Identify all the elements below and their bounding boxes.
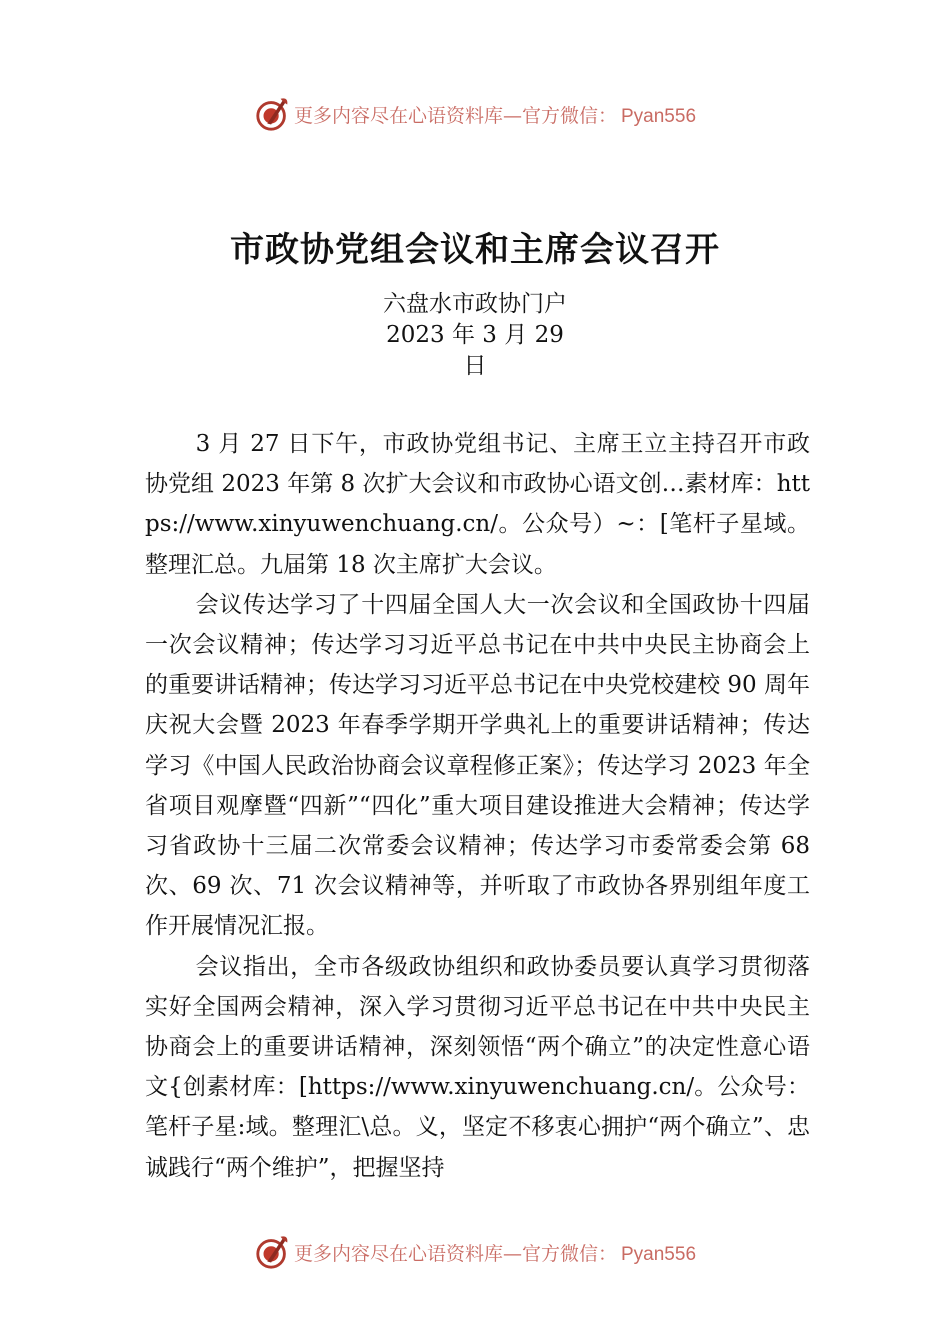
banner-wechat-id: Pyan556 [621, 1243, 697, 1265]
article-body [145, 424, 810, 1188]
footer-watermark-banner [0, 1232, 950, 1272]
banner-text [294, 101, 696, 128]
banner-wechat-label: 官方微信： [521, 104, 617, 127]
banner-separator: — [502, 1242, 522, 1265]
article-date: 2023 年 3 月 29 [386, 322, 564, 348]
article-date-day: 日 [463, 353, 487, 379]
banner-separator: — [502, 104, 522, 127]
banner-main-text: 更多内容尽在心语资料库 [293, 104, 503, 127]
banner-wechat-id: Pyan556 [621, 105, 697, 127]
article-source: 六盘水市政协门户 [383, 291, 567, 317]
banner-main-text: 更多内容尽在心语资料库 [293, 1242, 503, 1265]
article-title: 市政协党组会议和主席会议召开 [230, 230, 720, 270]
paragraph-2: 会议传达学习了十四届全国人大一次会议和全国政协十四届一次会议精神；传达学习习近平总书记在中共中央民主协商会上的重要讲话精神；传达学习习近平总书记在中央党校建校 90 周年庆祝大会暨 2023 年春季学期开学典礼上的重要讲话精神；传达学习《中国人民政治协商会议章程修正案》；传达学习 2023 年全省项目观摩暨“四新”“四化”重大项目建设推进大会精神；传达学习省政协十三届二次常委会议精神；传达学习市委常委会第 68 次、69 次、71 次会议精神等，并听取了市政协各界别组年度工作开展情况汇报。 [145, 591, 810, 940]
paragraph-1: 3 月 27 日下午，市政协党组书记、主席王立主持召开市政协党组 2023 年第 8 次扩大会议和市政协心语文创…素材库：https://www.xinyuwenchuang.cn/。公众号）~：[笔杆子星域。整理汇总。九届第 18 次主席扩大会议。 [145, 431, 810, 578]
header-watermark-banner [0, 94, 950, 134]
banner-text [294, 1239, 696, 1266]
paragraph-3: 会议指出，全市各级政协组织和政协委员要认真学习贯彻落实好全国两会精神，深入学习贯彻习近平总书记在中共中央民主协商会上的重要讲话精神，深刻领悟“两个确立”的决定性意心语文{创素材库：[https://www.xinyuwenchuang.cn/。公众号：笔杆子星:域。整理汇\总。义，坚定不移衷心拥护“两个确立”、忠诚践行“两个维护”，把握坚持 [145, 953, 810, 1181]
quill-pen-logo-icon [254, 1233, 292, 1271]
banner-wechat-label: 官方微信： [521, 1242, 617, 1265]
quill-pen-logo-icon [254, 95, 292, 133]
